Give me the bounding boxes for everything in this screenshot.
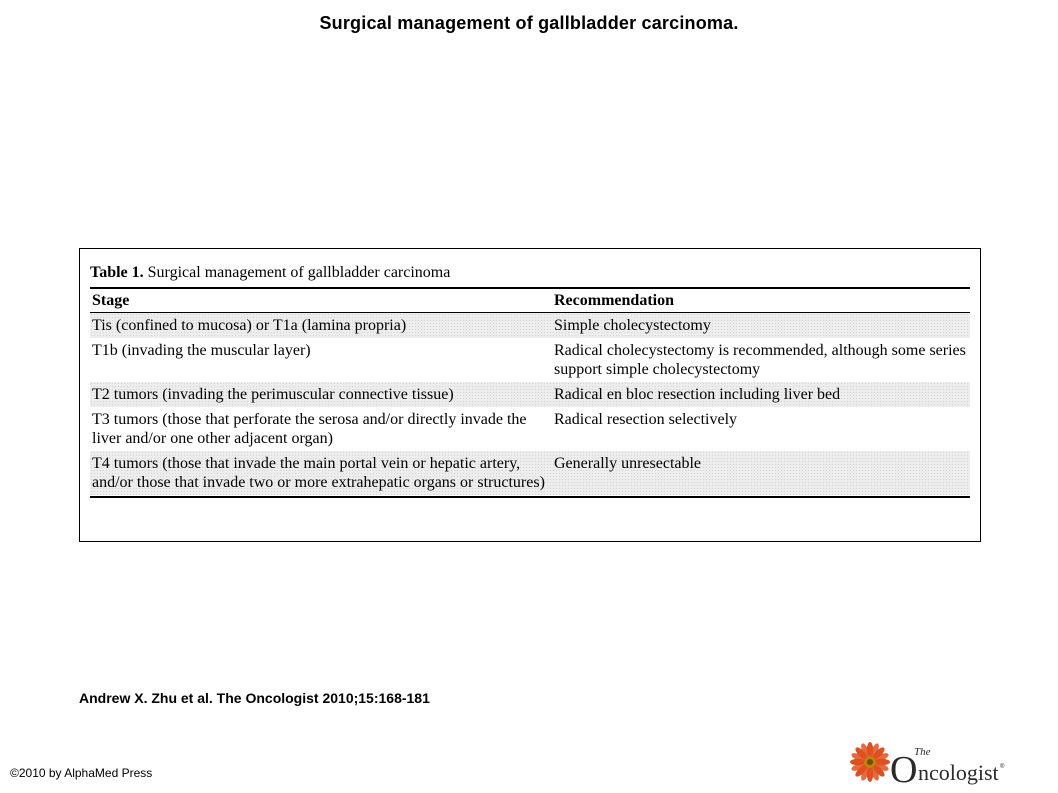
cell-recommendation: Radical resection selectively — [554, 411, 738, 428]
citation: Andrew X. Zhu et al. The Oncologist 2010;15:168-181 — [79, 690, 430, 706]
table-caption — [90, 263, 970, 285]
copyright-notice: ©2010 by AlphaMed Press — [10, 766, 153, 780]
flower-icon — [850, 742, 890, 782]
table-bottom-rule — [90, 496, 970, 498]
header-stage: Stage — [92, 292, 130, 309]
table-row — [90, 451, 970, 495]
table-caption-text: Surgical management of gallbladder carcinoma — [143, 264, 451, 281]
cell-recommendation: Radical cholecystectomy is recommended, although some series support simple cholecystectomy — [554, 342, 966, 378]
table-header-row — [90, 289, 970, 312]
logo-mark: ® — [1000, 764, 1005, 770]
cell-recommendation: Simple cholecystectomy — [554, 317, 711, 334]
logo-rest: ncologist — [918, 760, 999, 785]
logo-the: The — [914, 746, 931, 758]
cell-stage: Tis (confined to mucosa) or T1a (lamina propria) — [92, 317, 407, 334]
table-row — [90, 407, 970, 451]
table-row — [90, 382, 970, 407]
cell-stage: T3 tumors (those that perforate the serosa and/or directly invade the liver and/or one other adjacent organ) — [92, 411, 527, 447]
data-table — [90, 263, 970, 498]
cell-recommendation: Generally unresectable — [554, 455, 702, 472]
table-figure — [79, 248, 981, 542]
journal-logo — [850, 738, 1010, 786]
cell-recommendation: Radical en bloc resection including liver bed — [554, 386, 841, 403]
logo-o: O — [890, 749, 918, 786]
table-caption-label: Table 1. — [90, 264, 144, 281]
cell-stage: T4 tumors (those that invade the main portal vein or hepatic artery, and/or those that invade two or more extrahepatic organs or structures) — [92, 455, 545, 491]
cell-stage: T1b (invading the muscular layer) — [92, 342, 311, 359]
header-recommendation: Recommendation — [554, 292, 674, 309]
table-row — [90, 313, 970, 338]
cell-stage: T2 tumors (invading the perimuscular connective tissue) — [92, 386, 454, 403]
table-row — [90, 338, 970, 382]
slide-title: Surgical management of gallbladder carcinoma. — [319, 13, 739, 33]
